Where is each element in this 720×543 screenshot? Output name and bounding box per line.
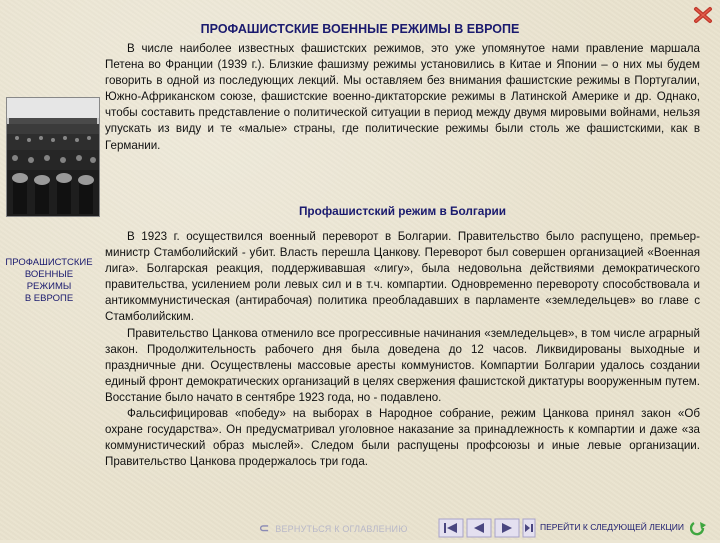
next-lecture-button[interactable] — [690, 519, 708, 537]
intro-paragraph: В числе наиболее известных фашистских режимов, это уже упомянутое нами правление маршала Петена во Франции (1939 г.). Близкие фашизму режимы установились в Китае и Японии – о них мы будем говорить в одной из последующих лекций. Мы оставляем без внимания фашистские режимы в Португалии, Южно-Африканском союзе, фашистские военно-диктаторские режимы в Латинской Америке и др. Однако, чтобы составить представление о политической ситуации в период между двумя мировыми войнами, нельзя упускать из виду и те «малые» страны, где политические режимы были столь же фашистскими, как в Германии. — [105, 42, 700, 152]
prev-page-button[interactable] — [466, 518, 492, 538]
sidebar-section-label — [0, 257, 98, 305]
body-paragraph: В 1923 г. осуществился военный переворот в Болгарии. Правительство было распущено, премьер-министр Стамболийский - убит. Власть перешла Цанкову. Переворот был совершен организацией «Военная лига». Болгарская реакция, поддерживавшая «лигу», была недовольна действиями демократического правительства, усилением роли левых сил и в т.ч. компартии. Одновременно перевороту способствовала и антикоммунистическая (антирабочая) политика преобладавших в парламенте «земледельцев» во главе с Стамболийским. — [105, 230, 700, 324]
next-page-icon — [494, 518, 520, 538]
sidebar-label-line: ПРОФАШИСТСКИЕ — [5, 257, 93, 268]
section-subtitle: Профашистский режим в Болгарии — [298, 204, 507, 218]
sidebar-label-line: ВОЕННЫЕ — [24, 269, 74, 280]
body-paragraph: Фальсифицировав «победу» на выборах в Народное собрание, режим Цанкова принял закон «Об охране государства». Он предусматривал уголовное наказание за принадлежность к компартии и даже «за коммунистический образ мыслей». Следом были распущены профсоюзы и иные левые организации. Правительство Цанкова продержалось три года. — [105, 407, 700, 469]
intro-text — [105, 41, 700, 154]
back-arrow-icon: ⊂ — [259, 521, 270, 535]
last-page-icon — [522, 518, 536, 538]
next-lecture-icon — [690, 519, 708, 537]
close-button[interactable] — [692, 4, 714, 26]
first-page-button[interactable] — [438, 518, 464, 538]
sidebar-label-line: В ЕВРОПЕ — [24, 293, 74, 304]
close-icon — [692, 4, 714, 26]
body-paragraph: Правительство Цанкова отменило все прогрессивные начинания «земледельцев», в том числе аграрный закон. Продолжительность рабочего дня была доведена до 12 часов. Ликвидированы выходные и праздничные дни. Осуществлены массовые аресты коммунистов. Компартии Болгарии удалось создании единый фронт демократических организаций в целях свержения фашистской диктатуры вооруженным путем. Восстание было начато в сентябре 1923 года, но - подавлено. — [105, 326, 700, 404]
page-title: ПРОФАШИСТСКИЕ ВОЕННЫЕ РЕЖИМЫ В ЕВРОПЕ — [200, 22, 520, 36]
footer-nav — [0, 518, 720, 540]
back-to-contents-label: ВЕРНУТЬСЯ К ОГЛАВЛЕНИЮ — [275, 524, 408, 534]
last-page-button[interactable] — [522, 518, 536, 538]
section-body — [105, 229, 700, 470]
historical-photo — [6, 97, 100, 217]
next-page-button[interactable] — [494, 518, 520, 538]
sidebar-label-line: РЕЖИМЫ — [26, 281, 72, 292]
next-lecture-label: ПЕРЕЙТИ К СЛЕДУЮЩЕЙ ЛЕКЦИИ — [540, 522, 684, 532]
back-to-contents-link[interactable] — [259, 521, 408, 535]
next-lecture-link[interactable] — [540, 522, 684, 532]
first-page-icon — [438, 518, 464, 538]
prev-page-icon — [466, 518, 492, 538]
